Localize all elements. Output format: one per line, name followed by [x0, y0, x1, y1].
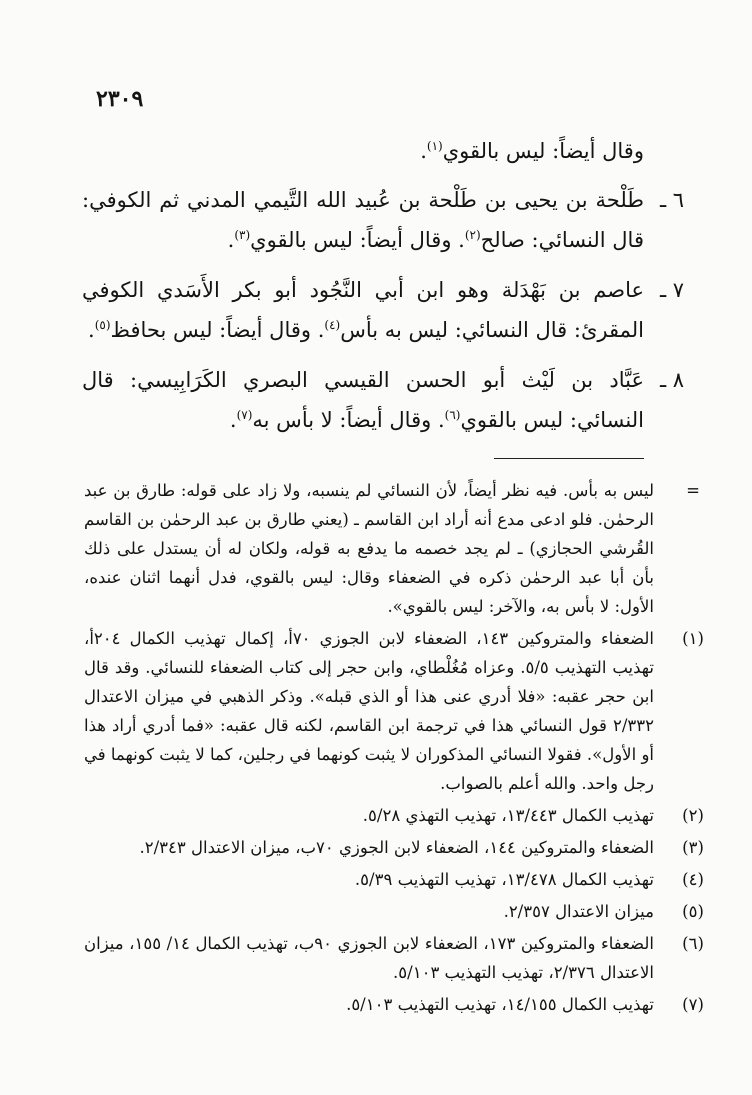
footnote-number: (٤)	[682, 870, 704, 889]
entry-8	[82, 360, 685, 440]
footnote-ref[interactable]: (٦)	[444, 408, 461, 422]
entry-text-part: . وقال أيضاً: ليس بحافظ	[110, 318, 325, 342]
footnote-ref[interactable]: (٥)	[94, 318, 111, 332]
footnote-ref[interactable]: (١)	[426, 139, 443, 153]
entry-text	[82, 180, 644, 260]
footnote-text: تهذيب الكمال ١٣/٤٧٨، تهذيب التهذيب ٥/٣٩.	[354, 870, 654, 889]
footnote-ref[interactable]: (٧)	[236, 408, 253, 422]
main-text	[82, 130, 685, 450]
entry-text	[82, 360, 644, 440]
footnote-text: الضعفاء والمتروكين ١٤٣، الضعفاء لابن الجوزي ٧٠أ، إكمال تهذيب الكمال ٢٠٤أ، تهذيب التهذيب ٥/٥. وعزاه مُغُلْطاي، وابن حجر إلى كتاب الضعفاء للنسائي. وقد قال ابن حجر عقبه: «فلا أدري عنى هذا أو الذي قبله». وذكر الذهبي في ميزان الاعتدال ٢/٣٣٢ قول النسائي هذا في ترجمة ابن القاسم، لكنه قال عقبه: «فما أدري أراد هذا أو الأول». فقولا النسائي المذكوران لا يثبت كونهما في رجلين، كما لا يثبت كونهما في رجل واحد. والله أعلم بالصواب.	[84, 629, 654, 793]
entry-text-end: .	[229, 408, 237, 432]
footnote-ref[interactable]: (٢)	[464, 228, 481, 242]
intro-text: وقال أيضاً: ليس بالقوي	[442, 139, 644, 163]
footnote-1	[84, 624, 704, 798]
footnote-number: (٧)	[682, 995, 704, 1014]
footnote-text: تهذيب الكمال ١٣/٤٤٣، تهذيب التهذي ٥/٢٨.	[362, 806, 654, 825]
intro-end: .	[420, 139, 427, 163]
footnote-number: (٥)	[682, 902, 704, 921]
entry-text-part: . وقال أيضاً: لا بأس به	[252, 408, 445, 432]
entry-text-part: . وقال أيضاً: ليس بالقوي	[250, 228, 465, 252]
entry-text-end: .	[88, 318, 95, 342]
intro-line	[82, 130, 644, 172]
footnote-divider	[494, 458, 644, 459]
footnote-4	[84, 865, 704, 894]
page-number: ٢٣٠٩	[96, 86, 144, 112]
footnote-text: ميزان الاعتدال ٢/٣٥٧.	[503, 902, 654, 921]
entry-text	[82, 270, 644, 350]
footnote-text: تهذيب الكمال ١٤/١٥٥، تهذيب التهذيب ٥/١٠٣.	[346, 995, 654, 1014]
footnote-6	[84, 929, 704, 987]
footnotes	[84, 476, 704, 1022]
footnote-ref[interactable]: (٤)	[324, 318, 341, 332]
footnote-text: ليس به بأس. فيه نظر أيضاً، لأن النسائي لم ينسبه، ولا زاد على قوله: طارق بن عبد الرحمٰن. فلو ادعى مدع أنه أراد ابن القاسم ـ (يعني طارق بن عبد الرحمٰن بن القاسم القُرشي الحجازي) ـ لم يجد خصمه ما يدفع به قوله، ولكان له أن يستدل على ذلك بأن أبا عبد الرحمٰن ذكره في الضعفاء وقال: ليس بالقوي، فدل أنهما اثنان عنده، الأول: لا بأس به، والآخر: ليس بالقوي».	[84, 481, 654, 616]
entry-text-part: طَلْحة بن يحيى بن طَلْحة بن عُبيد الله التَّيمي المدني ثم الكوفي: قال النسائي: صالح	[82, 188, 644, 252]
entry-number: ٨ ـ	[659, 368, 685, 392]
footnote-3	[84, 833, 704, 862]
entry-7	[82, 270, 685, 350]
footnote-number: (٣)	[682, 838, 704, 857]
footnote-2	[84, 801, 704, 830]
entry-number: ٧ ـ	[659, 278, 685, 302]
entry-number: ٦ ـ	[659, 188, 685, 212]
footnote-7	[84, 990, 704, 1019]
footnote-ref[interactable]: (٣)	[234, 228, 251, 242]
entry-text-part: عاصم بن بَهْدَلة وهو ابن أبي النَّجُود أبو بكر الأَسَدي الكوفي المقرئ: قال النسائي: ليس به بأس	[82, 278, 644, 342]
footnote-number: (١)	[682, 629, 704, 648]
footnote-continuation	[84, 476, 700, 621]
footnote-text: الضعفاء والمتروكين ١٤٤، الضعفاء لابن الجوزي ٧٠ب، ميزان الاعتدال ٢/٣٤٣.	[139, 838, 654, 857]
entry-6	[82, 180, 685, 260]
entry-text-part: عَبَّاد بن لَيْث أبو الحسن القيسي البصري الكَرَابِيسي: قال النسائي: ليس بالقوي	[82, 368, 644, 432]
footnote-number: (٦)	[682, 934, 704, 953]
footnote-5	[84, 897, 704, 926]
footnote-number: =	[686, 481, 700, 500]
footnote-text: الضعفاء والمتروكين ١٧٣، الضعفاء لابن الجوزي ٩٠ب، تهذيب الكمال ١٤/ ١٥٥، ميزان الاعتدال ٢/٣٧٦، تهذيب التهذيب ٥/١٠٣.	[84, 934, 654, 982]
footnote-number: (٢)	[682, 806, 704, 825]
entry-text-end: .	[227, 228, 235, 252]
